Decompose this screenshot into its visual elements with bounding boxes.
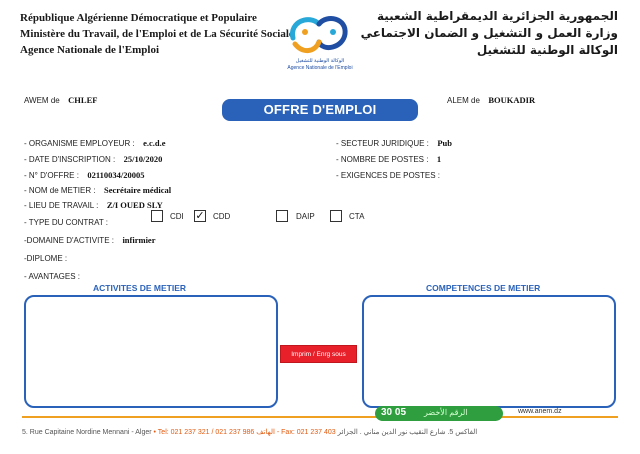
footer-address-ar: 5. شارع النقيب نور الدين مناني . الجزائر [337, 429, 454, 436]
header-french [20, 10, 294, 58]
footer-tel: • Tel: 021 237 321 / 021 237 986 [153, 429, 255, 436]
logo-caption-fr: Agence Nationale de l'Emploi [287, 65, 353, 71]
logo-caption-ar: الوكالة الوطنية للتشغيل [295, 58, 345, 64]
date-value: 25/10/2020 [123, 154, 163, 164]
header-fr-line2: Ministère du Travail, de l'Emploi et de La Sécurité Sociale [20, 28, 294, 40]
organisme-value: e.c.d.e [143, 138, 166, 148]
field-exigences [336, 165, 444, 183]
header-fr-line1: République Algérienne Démocratique et Populaire [20, 12, 257, 24]
organisme-label: - ORGANISME EMPLOYEUR : [24, 139, 135, 148]
footer-tel-ar: الهاتف [256, 429, 275, 436]
header-fr-line3: Agence Nationale de l'Emploi [20, 44, 160, 56]
domaine-label: -DOMAINE D'ACTIVITE : [24, 236, 114, 245]
header-ar-line2: وزارة العمل و التشغيل و الضمان الاجتماعي [360, 26, 618, 40]
alem-label: ALEM de [447, 96, 480, 105]
check-icon: ✓ [195, 210, 205, 222]
alem-value: BOUKADIR [488, 95, 536, 105]
metier-label: - NOM de METIER : [24, 186, 96, 195]
postes-value: 1 [436, 154, 442, 164]
lieu-value: Z/I OUED SLY [106, 200, 163, 210]
field-contrat [24, 212, 108, 230]
secteur-label: - SECTEUR JURIDIQUE : [336, 139, 429, 148]
field-avantages [24, 266, 84, 284]
field-diplome [24, 248, 71, 266]
offre-value: 02110034/20005 [87, 170, 145, 180]
offre-label: - N° D'OFFRE : [24, 171, 79, 180]
awem-row [24, 90, 97, 108]
field-lieu [24, 195, 163, 213]
contract-label-cta: CTA [349, 212, 365, 221]
checkbox-cdi[interactable] [151, 210, 163, 222]
lieu-label: - LIEU DE TRAVAIL : [24, 201, 99, 210]
contract-label-daip: DAIP [296, 212, 315, 221]
alem-row [447, 90, 535, 108]
website-link[interactable]: www.anem.dz [518, 408, 562, 415]
contract-label-cdi: CDI [170, 212, 184, 221]
diplome-label: -DIPLOME : [24, 254, 68, 263]
footer-fax-ar: الفاكس [455, 429, 478, 436]
metier-value: Secrétaire médical [104, 185, 172, 195]
header-ar-line3: الوكالة الوطنية للتشغيل [476, 43, 618, 57]
date-label: - DATE D'INSCRIPTION : [24, 155, 116, 164]
logo-caption [270, 58, 370, 72]
avantages-label: - AVANTAGES : [24, 272, 81, 281]
exigences-label: - EXIGENCES DE POSTES : [336, 171, 441, 180]
competences-textbox[interactable] [362, 295, 616, 408]
footer-address [22, 428, 622, 436]
anem-logo-icon [275, 8, 365, 60]
activites-heading: ACTIVITES DE METIER [93, 283, 187, 293]
checkbox-daip[interactable] [276, 210, 288, 222]
field-domaine [24, 230, 155, 248]
awem-label: AWEM de [24, 96, 60, 105]
competences-heading: COMPETENCES DE METIER [426, 283, 541, 293]
footer-fax: - Fax: 021 237 403 [276, 429, 336, 436]
green-number: 30 05 [381, 407, 407, 418]
footer-address-fr: 5. Rue Capitaine Nordine Mennani - Alger [22, 429, 152, 436]
header-ar-line1: الجمهورية الجزائرية الديمقراطية الشعبية [376, 9, 618, 23]
checkbox-cta[interactable] [330, 210, 342, 222]
secteur-value: Pub [437, 138, 453, 148]
contract-label-cdd: CDD [213, 212, 231, 221]
contrat-label: - TYPE DU CONTRAT : [24, 218, 109, 227]
header-arabic [360, 8, 618, 59]
footer-divider [22, 416, 618, 418]
page-title: OFFRE D'EMPLOI [222, 99, 418, 121]
green-number-label: الرقم الأخضر [424, 408, 468, 417]
awem-value: CHLEF [68, 95, 98, 105]
activites-textbox[interactable] [24, 295, 278, 408]
checkbox-cdd[interactable] [194, 210, 206, 222]
postes-label: - NOMBRE DE POSTES : [336, 155, 429, 164]
print-save-button[interactable]: Imprim / Enrg sous [280, 345, 357, 363]
domaine-value: infirmier [122, 235, 156, 245]
